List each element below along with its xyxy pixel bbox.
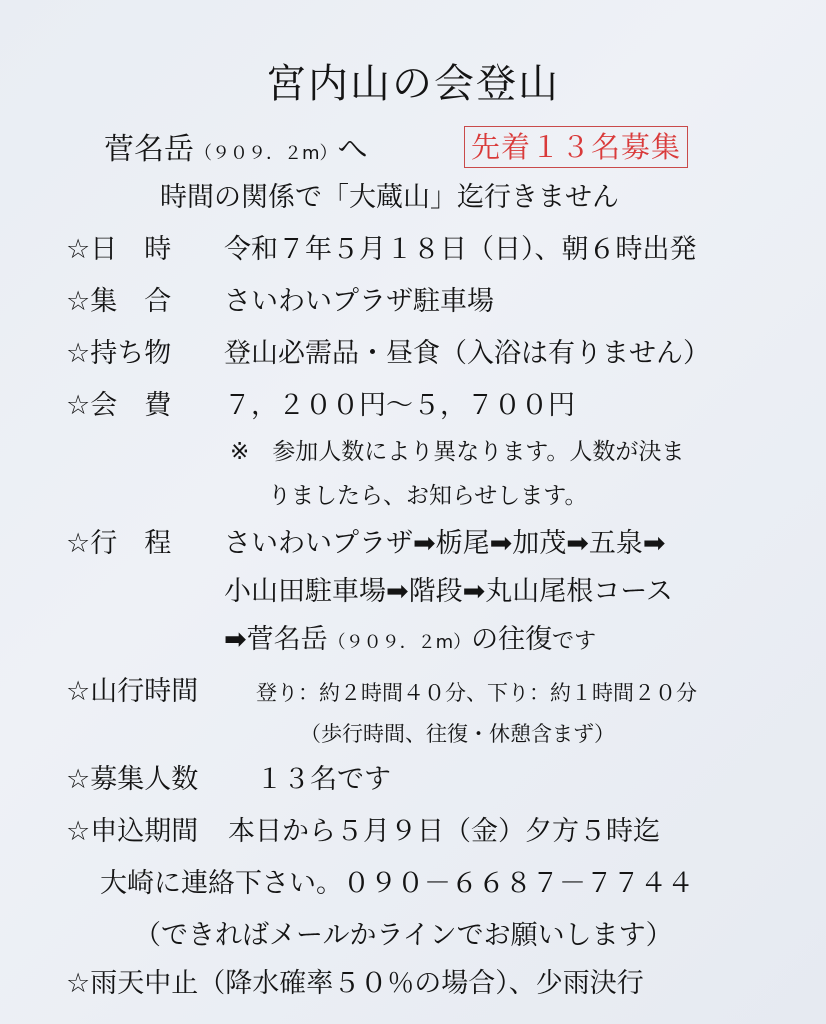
fee-row	[66, 388, 575, 424]
belongings-label: ☆持ち物	[66, 338, 172, 369]
meeting-row	[66, 284, 494, 320]
route-line-1: さいわいプラザ➡栃尾➡加茂➡五泉➡	[224, 528, 666, 559]
hiking-time-label: ☆山行時間	[66, 676, 199, 707]
capacity-row	[66, 762, 391, 798]
hiking-time-value: 登り：約２時間４０分、下り：約１時間２０分	[256, 681, 697, 705]
belongings-row	[66, 336, 710, 372]
application-request: （できればメールかラインでお願いします）	[134, 920, 673, 951]
route-row	[66, 526, 666, 562]
route-elevation: （９０９．２m）	[327, 632, 472, 653]
destination-suffix: へ	[337, 132, 368, 167]
meeting-value: さいわいプラザ駐車場	[224, 286, 494, 317]
route-rest: の往復	[471, 624, 553, 655]
application-value: 本日から５月９日（金）夕方５時迄	[228, 816, 660, 847]
fee-note-1: ※ 参加人数により異なります。人数が決ま	[230, 439, 685, 465]
capacity-value: １３名です	[256, 764, 391, 795]
hiking-time-note: （歩行時間、往復・休憩含まず）	[300, 722, 615, 746]
page-title: 宮内山の会登山	[266, 61, 560, 107]
route-line-2: 小山田駐車場➡階段➡丸山尾根コース	[224, 576, 673, 607]
destination-line	[104, 130, 368, 174]
fee-value: ７，２００円～５，７００円	[224, 390, 575, 421]
route-tail: です	[552, 629, 597, 654]
recruit-badge: 先着１３名募集	[464, 126, 688, 168]
destination-elevation: （９０９．２m）	[194, 143, 338, 164]
fee-note-2: りましたら、お知らせします。	[268, 483, 588, 509]
meeting-label: ☆集 合	[66, 286, 172, 317]
application-row	[66, 814, 660, 850]
rain-policy: ☆雨天中止（降水確率５０％の場合）、少雨決行	[66, 968, 644, 999]
route-label: ☆行 程	[66, 528, 172, 559]
datetime-row	[66, 232, 697, 268]
route-mountain: 菅名岳	[246, 624, 328, 655]
destination-mountain: 菅名岳	[104, 132, 194, 167]
datetime-label: ☆日 時	[66, 234, 172, 265]
fee-label: ☆会 費	[66, 390, 172, 421]
capacity-label: ☆募集人数	[66, 764, 199, 795]
hiking-time-row	[66, 674, 697, 711]
route-arrow: ➡	[224, 624, 247, 655]
datetime-value: 令和７年５月１８日（日）、朝６時出発	[224, 234, 697, 265]
belongings-value: 登山必需品・昼食（入浴は有りません）	[224, 338, 710, 369]
application-contact: 大崎に連絡下さい。０９０－６６８７－７７４４	[100, 868, 694, 899]
application-label: ☆申込期間	[66, 816, 199, 847]
notice-line: 時間の関係で「大蔵山」迄行きません	[160, 182, 619, 213]
route-line-3	[224, 622, 596, 661]
